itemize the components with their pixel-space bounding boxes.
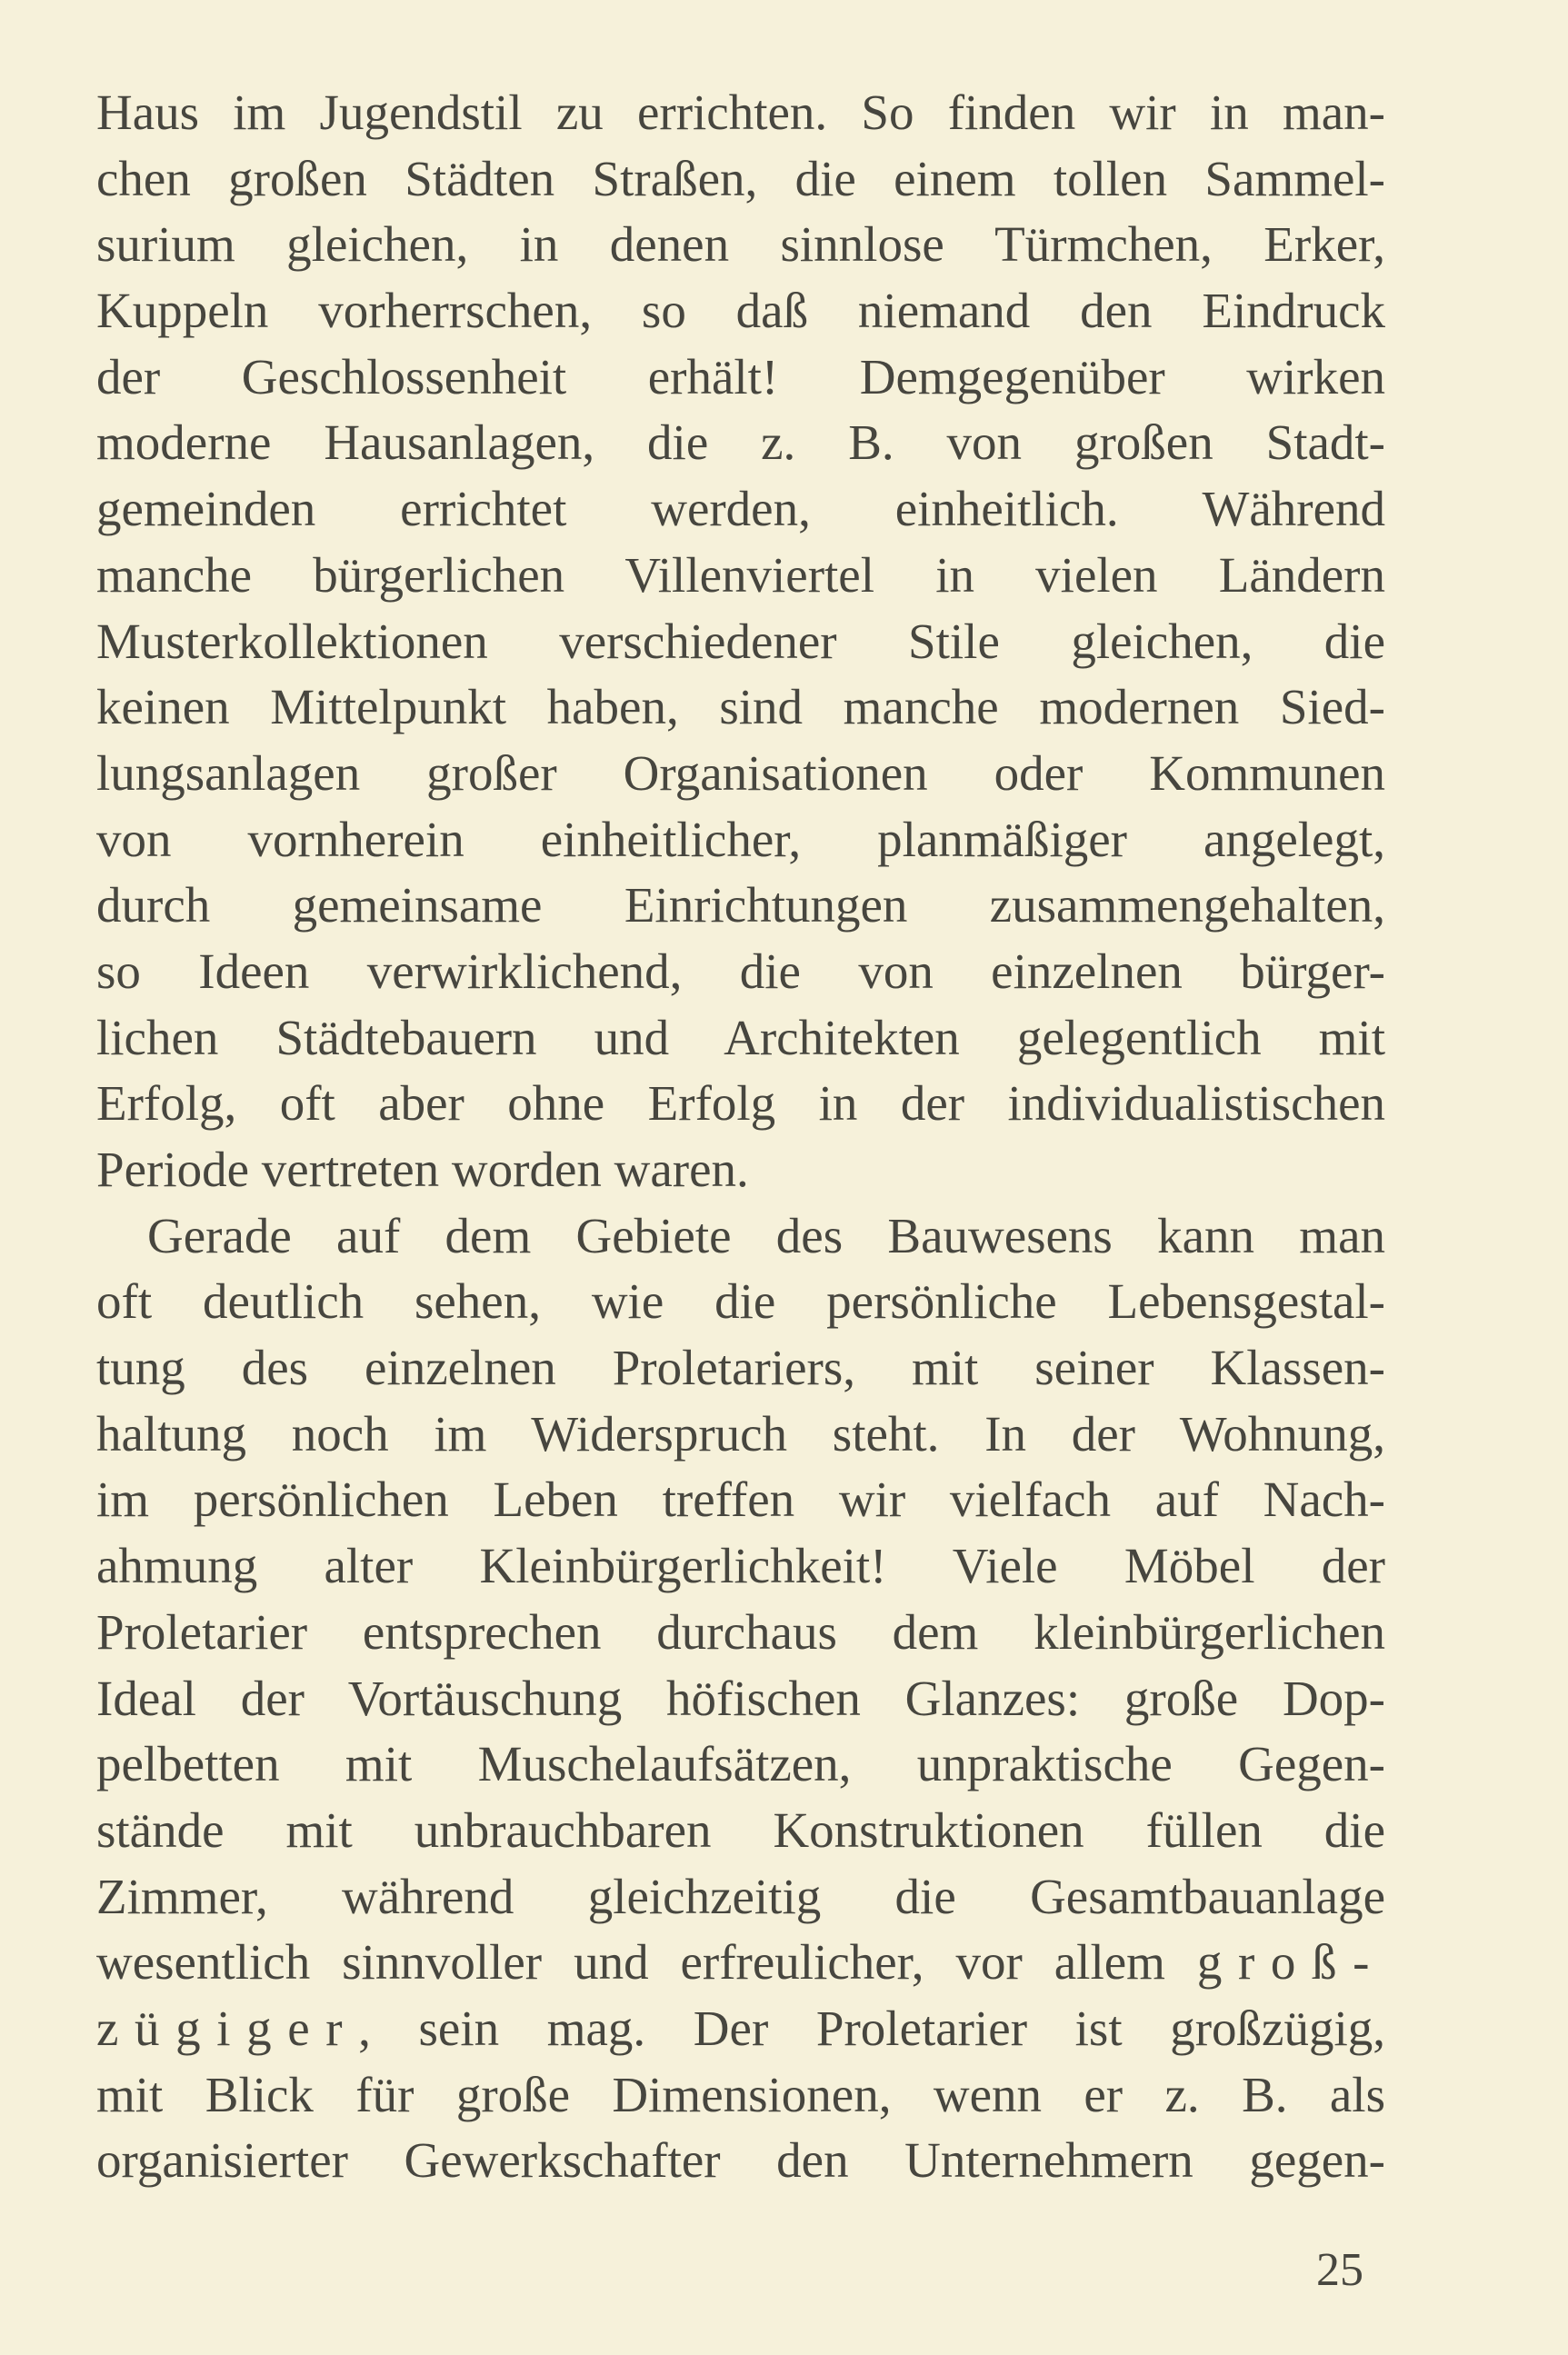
paragraph [96,80,1385,1203]
emphasized-spaced-text: zügiger [96,2000,359,2056]
text-line: surium gleichen, in denen sinnlose Türmchen, Erker, [96,216,1385,273]
text-line: der Geschlossenheit erhält! Demgegenüber wirken [96,348,1385,404]
text-line: ahmung alter Kleinbürgerlichkeit! Viele Möbel der [96,1538,1385,1594]
text-line: mit Blick für große Dimensionen, wenn er z. B. als [96,2066,1385,2122]
page-number: 25 [1316,2244,1363,2296]
text-line: so Ideen verwirklichend, die von einzelnen bürger- [96,943,1385,999]
text-line: tung des einzelnen Proletariers, mit seiner Klassen- [96,1340,1385,1396]
text-line: oft deutlich sehen, wie die persönliche Lebensgestal- [96,1273,1385,1330]
text-line: lungsanlagen großer Organisationen oder Kommunen [96,744,1385,801]
text-line: manche bürgerlichen Villenviertel in vielen Ländern [96,546,1385,603]
text-line: Gerade auf dem Gebiete des Bauwesens kann man [147,1207,1385,1263]
text-line: Proletarier entsprechen durchaus dem kleinbürgerlichen [96,1603,1385,1660]
paragraph [96,1203,1385,2194]
text-line: durch gemeinsame Einrichtungen zusammengehalten, [96,877,1385,933]
emphasized-spaced-text: groß- [1196,1934,1385,1991]
text-line: im persönlichen Leben treffen wir vielfach auf Nach- [96,1472,1385,1528]
body-text [96,80,1385,2194]
text-line: Musterkollektionen verschiedener Stile gleichen, die [96,613,1385,669]
text-line: Kuppeln vorherrschen, so daß niemand den Eindruck [96,283,1385,339]
text-line: Erfolg, oft aber ohne Erfolg in der individualistischen [96,1075,1385,1132]
text-line: haltung noch im Widerspruch steht. In der Wohnung, [96,1405,1385,1462]
text-line: organisierter Gewerkschafter den Unternehmern gegen- [96,2132,1385,2189]
text-line: Periode vertreten worden waren. [96,1142,749,1197]
text-line [96,1996,1385,2062]
text-line: moderne Hausanlagen, die z. B. von großen Stadt- [96,414,1385,471]
text-line: gemeinden errichtet werden, einheitlich. Während [96,481,1385,537]
text-line: Ideal der Vortäuschung höfischen Glanzes: große Dop- [96,1670,1385,1726]
text-line: stände mit unbrauchbaren Konstruktionen füllen die [96,1801,1385,1858]
text-line: lichen Städtebauern und Architekten gelegentlich mit [96,1009,1385,1065]
text-line: von vornherein einheitlicher, planmäßiger angelegt, [96,811,1385,867]
text-segment: , sein mag. Der Proletarier ist großzügig, [358,2000,1385,2056]
text-segment: wesentlich sinnvoller und erfreulicher, vor allem [96,1934,1197,1991]
text-line: pelbetten mit Muschelaufsätzen, unpraktische Gegen- [96,1736,1385,1792]
text-line: Haus im Jugendstil zu errichten. So finden wir in man- [96,85,1385,140]
text-line: chen großen Städten Straßen, die einem tollen Sammel- [96,150,1385,206]
text-line: Zimmer, während gleichzeitig die Gesamtbauanlage [96,1868,1385,1924]
text-line: keinen Mittelpunkt haben, sind manche modernen Sied- [96,679,1385,735]
text-line [96,1930,1385,1996]
